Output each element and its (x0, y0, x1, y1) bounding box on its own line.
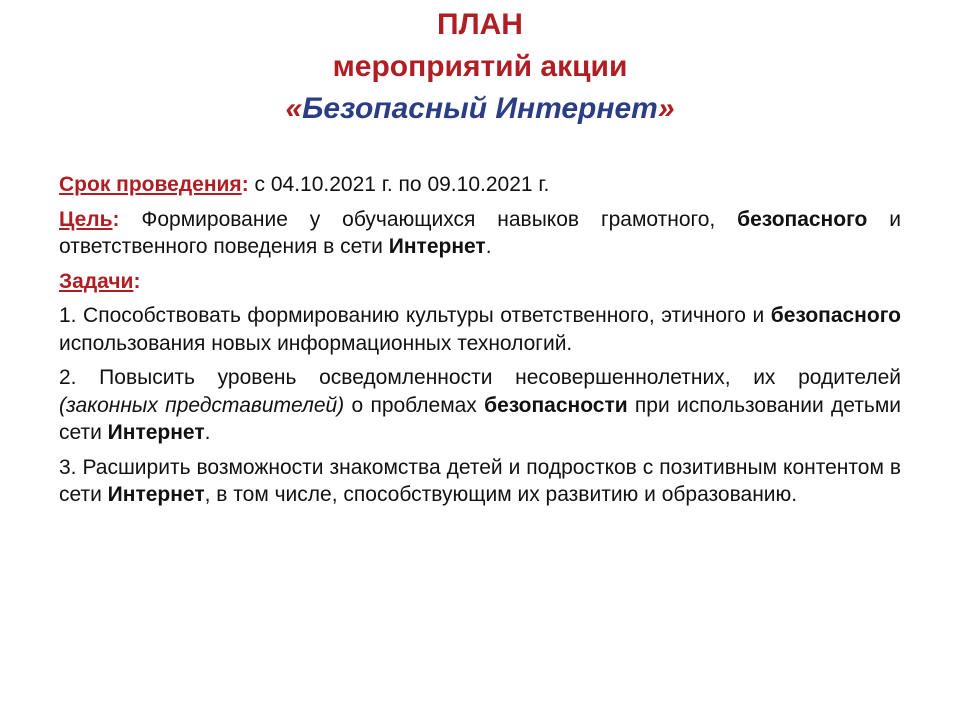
title-line-plan: ПЛАН (437, 8, 523, 41)
task3-text-1: 3. Расширить возможности знакомства детей и подростков с позитивным контентом в сети (59, 455, 901, 506)
content-body (59, 171, 901, 516)
tasks-colon: : (133, 269, 141, 293)
task2-text-3: при использовании детьми сети (59, 393, 901, 444)
period-label: Срок проведения (59, 173, 242, 196)
task2-text-4: . (204, 421, 211, 444)
goal-text-1: Формирование у обучающихся навыков грамотного, (119, 207, 738, 231)
goal-bold-internet: Интернет (388, 235, 486, 258)
goal-bold-safe: безопасного (737, 207, 868, 231)
period-text: с 04.10.2021 г. по 09.10.2021 г. (248, 173, 550, 196)
task-item-3 (59, 454, 901, 509)
title-line-campaign (0, 88, 960, 130)
tasks-heading (59, 268, 901, 296)
goal-paragraph (59, 206, 901, 261)
task1-text-1: 1. Способствовать формированию культуры ответственного, этичного и (59, 304, 771, 327)
task2-text-2: о проблемах (344, 393, 485, 417)
period-paragraph (59, 171, 901, 199)
task3-bold-internet: Интернет (107, 483, 205, 506)
task2-bold-safety: безопасности (484, 393, 628, 417)
task2-bold-internet: Интернет (107, 421, 205, 444)
title-line-subtitle: мероприятий акции (332, 50, 628, 83)
period-colon: : (241, 173, 249, 196)
open-quote: « (285, 92, 303, 125)
task-item-1 (59, 302, 901, 357)
task3-text-2: , в том числе, способствующим их развитию и образованию. (204, 483, 798, 506)
goal-colon: : (112, 207, 120, 231)
task1-bold-safe: безопасного (770, 304, 901, 327)
goal-text-3: . (485, 235, 492, 258)
campaign-name: Безопасный Интернет (302, 92, 658, 125)
goal-label: Цель (59, 207, 113, 231)
task2-text-1: 2. Повысить уровень осведомленности несовершеннолетних, их родителей (59, 366, 901, 389)
close-quote: » (657, 92, 675, 125)
goal-text-2: и ответственного поведения в сети (59, 207, 901, 258)
tasks-label: Задачи (59, 269, 134, 293)
task-item-2 (59, 364, 901, 447)
task2-italic-guardians: (законных представителей) (59, 393, 345, 417)
task1-text-2: использования новых информационных технологий. (59, 331, 573, 355)
title-block (0, 4, 960, 130)
